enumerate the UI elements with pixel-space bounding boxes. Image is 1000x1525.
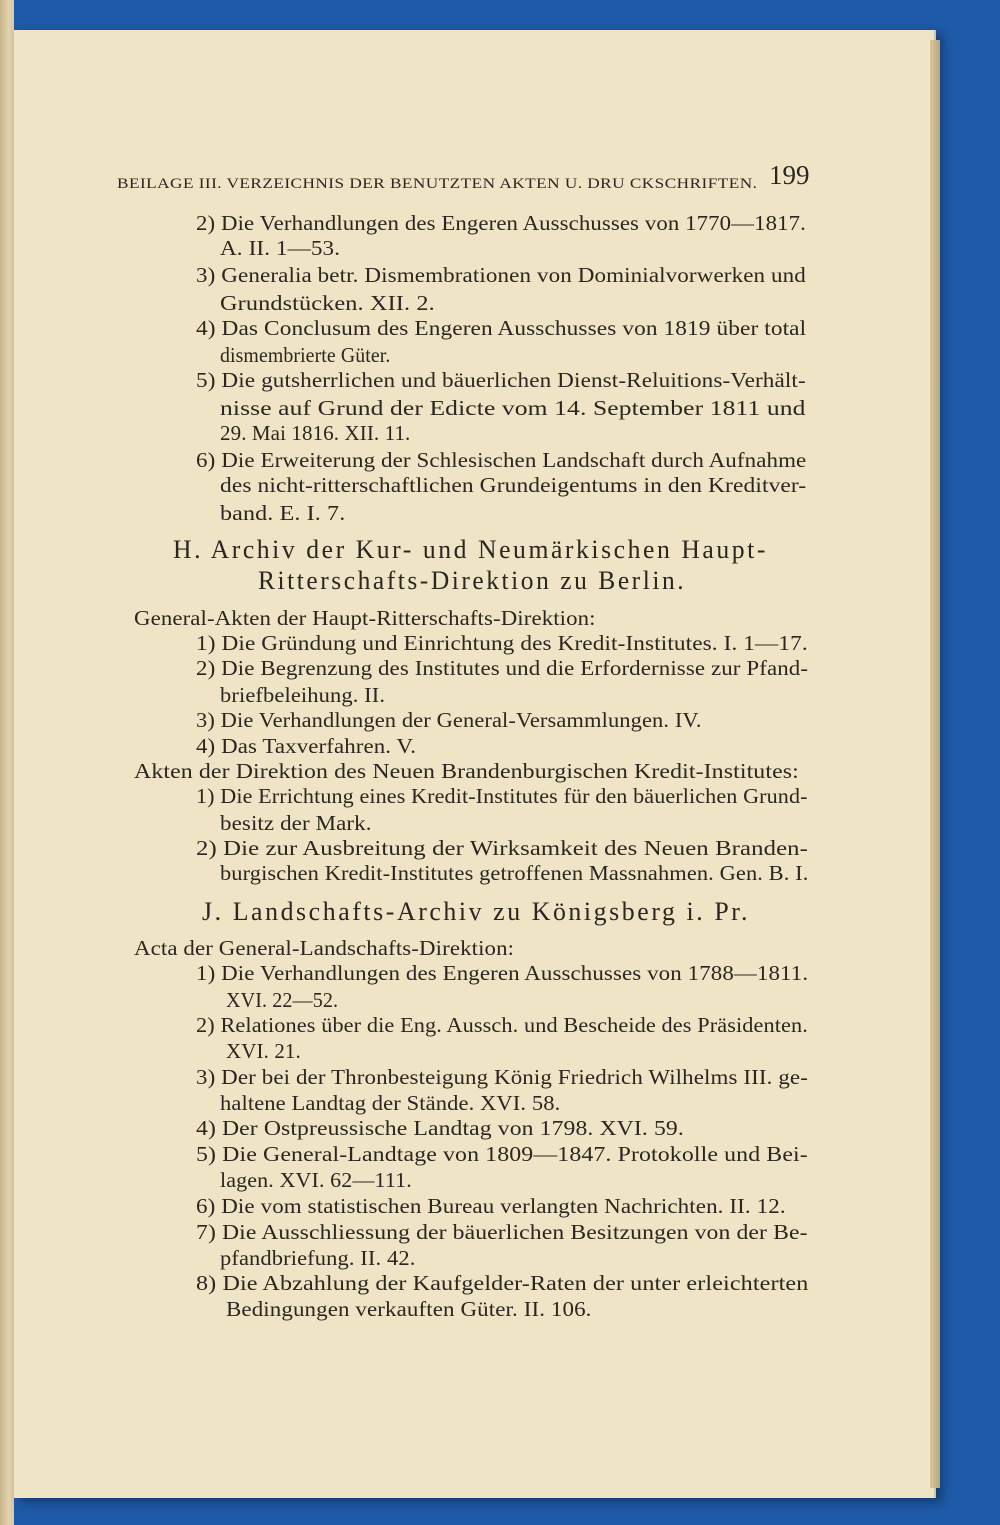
list-item: 2) Relationes über die Eng. Aussch. und Bescheide des Präsidenten. (196, 1013, 808, 1037)
group-heading: Acta der General-Landschafts-Direktion: (134, 936, 515, 960)
list-item: 5) Die gutsherrlichen und bäuerlichen Dienst-Reluitions-Verhält- (196, 368, 806, 392)
list-item-continuation: Grundstücken. XII. 2. (220, 291, 435, 315)
group-heading: General-Akten der Haupt-Ritterschafts-Direktion: (134, 606, 596, 630)
list-item-continuation: besitz der Mark. (220, 811, 372, 835)
list-item-continuation: haltene Landtag der Stände. XVI. 58. (220, 1091, 561, 1115)
section-heading-h-continuation: Ritterschafts-Direktion zu Berlin. (258, 566, 687, 595)
list-item: 6) Die Erweiterung der Schlesischen Landschaft durch Aufnahme (196, 448, 807, 472)
list-item: 3) Die Verhandlungen der General-Versammlungen. IV. (196, 708, 702, 732)
list-item: 2) Die Verhandlungen des Engeren Ausschusses von 1770—1817. (196, 211, 806, 235)
list-item-continuation: lagen. XVI. 62—111. (220, 1168, 412, 1192)
list-item: 4) Das Conclusum des Engeren Ausschusses von 1819 über total (196, 316, 807, 340)
list-item: 4) Der Ostpreussische Landtag von 1798. XVI. 59. (196, 1116, 684, 1140)
section-heading-j: J. Landschafts-Archiv zu Königsberg i. Pr. (202, 897, 751, 926)
list-item-continuation: dismembrierte Güter. (220, 343, 391, 367)
list-item-continuation: XVI. 22—52. (226, 988, 339, 1012)
section-heading-h: H. Archiv der Kur- und Neumärkischen Haupt- (173, 535, 768, 564)
list-item: 3) Der bei der Thronbesteigung König Friedrich Wilhelms III. ge- (196, 1065, 808, 1089)
list-item: 5) Die General-Landtage von 1809—1847. Protokolle und Bei- (196, 1142, 808, 1166)
list-item: 8) Die Abzahlung der Kaufgelder-Raten der unter erleichterten (196, 1271, 809, 1295)
list-item-continuation: A. II. 1—53. (220, 236, 341, 260)
list-item-continuation: band. E. I. 7. (220, 501, 346, 525)
page-number: 199 (769, 160, 810, 190)
list-item: 4) Das Taxverfahren. V. (196, 734, 417, 758)
list-item: 7) Die Ausschliessung der bäuerlichen Besitzungen von der Be- (196, 1220, 808, 1244)
group-heading: Akten der Direktion des Neuen Brandenburgischen Kredit-Institutes: (134, 759, 799, 783)
list-item: 1) Die Errichtung eines Kredit-Institutes für den bäuerlichen Grund- (196, 784, 808, 808)
list-item: 1) Die Verhandlungen des Engeren Ausschusses von 1788—1811. (196, 961, 809, 985)
list-item-continuation: des nicht-ritterschaftlichen Grundeigentums in den Kreditver- (220, 473, 807, 497)
list-item: 2) Die Begrenzung des Institutes und die Erfordernisse zur Pfand- (196, 656, 809, 680)
list-item: 2) Die zur Ausbreitung der Wirksamkeit des Neuen Branden- (196, 836, 808, 860)
list-item-continuation: XVI. 21. (226, 1039, 301, 1063)
list-item-continuation: briefbeleihung. II. (220, 683, 386, 707)
running-header: BEILAGE III. VERZEICHNIS DER BENUTZTEN AKTEN U. DRU CKSCHRIFTEN. (117, 176, 758, 192)
list-item-continuation: burgischen Kredit-Institutes getroffenen Massnahmen. Gen. B. I. (220, 861, 809, 885)
list-item: 1) Die Gründung und Einrichtung des Kredit-Institutes. I. 1—17. (196, 631, 808, 655)
list-item-continuation: pfandbriefung. II. 42. (220, 1246, 416, 1270)
list-item: 6) Die vom statistischen Bureau verlangten Nachrichten. II. 12. (196, 1194, 786, 1218)
list-item-continuation: nisse auf Grund der Edicte vom 14. September 1811 und (220, 396, 806, 420)
list-item: 3) Generalia betr. Dismembrationen von Dominialvorwerken und (196, 263, 806, 287)
list-item-continuation: Bedingungen verkauften Güter. II. 106. (226, 1297, 592, 1321)
list-item-continuation: 29. Mai 1816. XII. 11. (220, 421, 411, 445)
